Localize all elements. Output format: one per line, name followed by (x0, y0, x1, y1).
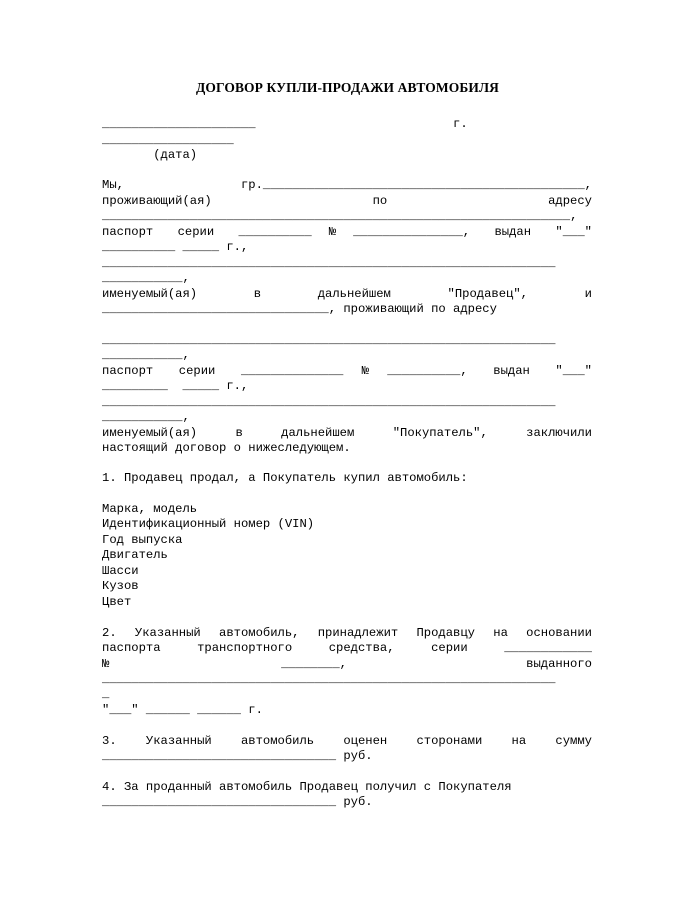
seller-passport-date-line: __________ _____ г., (102, 240, 249, 254)
field-vin: Идентификационный номер (VIN) (102, 517, 315, 531)
seller-name-line: Мы, гр.____________________________________________, (102, 178, 592, 192)
clause-2-blank-line: ______________________________________________________________ (102, 672, 556, 686)
field-chassis: Шасси (102, 564, 139, 578)
seller-residence-line: проживающий(ая) по адресу (102, 194, 592, 208)
buyer-address-line: ______________________________________________________________ (102, 333, 556, 347)
buyer-issuer-line: ______________________________________________________________ (102, 395, 556, 409)
date-city-line: _____________________ г. (102, 117, 468, 131)
clause-3-amount-line: ________________________________ руб. (102, 749, 373, 763)
seller-issuer-line: ______________________________________________________________ (102, 256, 556, 270)
field-year: Год выпуска (102, 533, 183, 547)
buyer-designation-line: именуемый(ая) в дальнейшем "Покупатель", заключили (102, 426, 592, 440)
clause-4-line-1: 4. За проданный автомобиль Продавец получил с Покупателя (102, 780, 512, 794)
buyer-issuer-end-line: ___________, (102, 410, 190, 424)
field-engine: Двигатель (102, 548, 168, 562)
date-blank-line: __________________ (102, 133, 234, 147)
clause-2-line-2: паспорта транспортного средства, серии ____________ (102, 641, 592, 655)
buyer-passport-date-line: _________ _____ г., (102, 379, 249, 393)
seller-address-line: ________________________________________________________________, (102, 209, 578, 223)
date-caption: (дата) (102, 148, 198, 162)
clause-4-amount-line: ________________________________ руб. (102, 795, 373, 809)
clause-1: 1. Продавец продал, а Покупатель купил автомобиль: (102, 471, 468, 485)
seller-designation-line: именуемый(ая) в дальнейшем "Продавец", и (102, 287, 592, 301)
field-make-model: Марка, модель (102, 502, 198, 516)
buyer-name-line: _______________________________, проживающий по адресу (102, 302, 497, 316)
field-body: Кузов (102, 579, 139, 593)
document-title: ДОГОВОР КУПЛИ-ПРОДАЖИ АВТОМОБИЛЯ (196, 80, 499, 95)
buyer-address-end-line: ___________, (102, 348, 190, 362)
clause-2-date-line: "___" ______ ______ г. (102, 703, 263, 717)
seller-issuer-end-line: ___________, (102, 271, 190, 285)
clause-2-blank-end: _ (102, 687, 110, 701)
clause-2-line-1: 2. Указанный автомобиль, принадлежит Продавцу на основании (102, 626, 592, 640)
field-color: Цвет (102, 595, 132, 609)
agreement-intro-line: настоящий договор о нижеследующем. (102, 441, 351, 455)
clause-3-line-1: 3. Указанный автомобиль оценен сторонами на сумму (102, 734, 592, 748)
clause-2-line-3: №________, выданного (102, 657, 592, 671)
buyer-passport-line: паспорт серии ______________№__________, выдан "___" (102, 364, 592, 378)
seller-passport-line: паспорт серии __________№_______________, выдан "___" (102, 225, 592, 239)
